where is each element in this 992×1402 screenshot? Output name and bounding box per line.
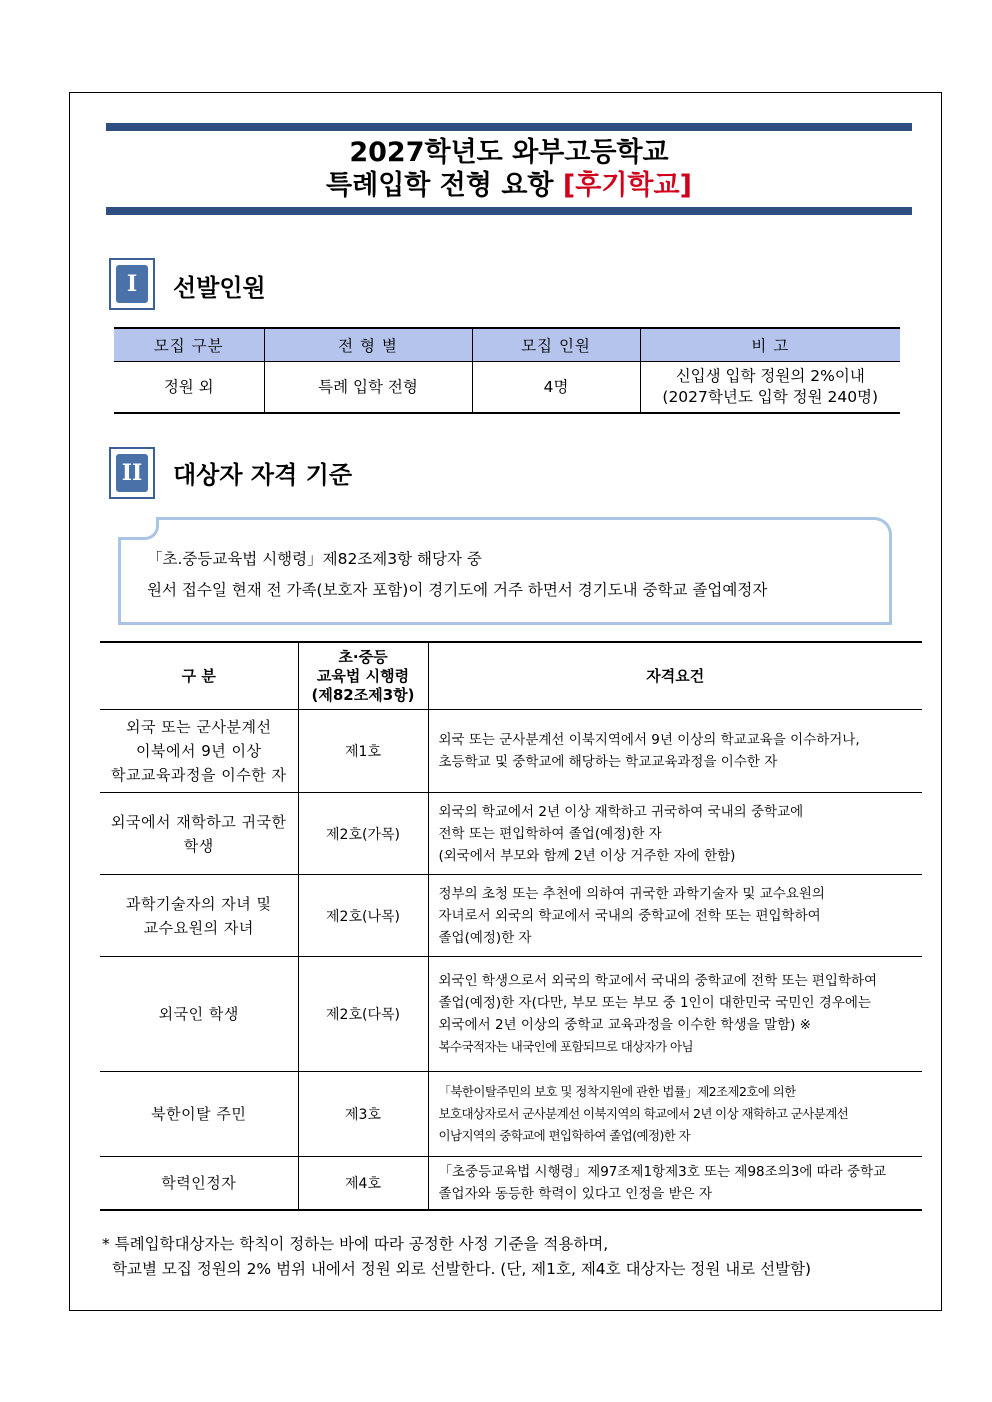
quota-type: 특례 입학 전형 xyxy=(264,362,472,414)
callout-line1: 「초.중등교육법 시행령」제82조제3항 해당자 중 xyxy=(147,550,482,568)
requirement-line: 「초중등교육법 시행령」제97조제1항제3호 또는 제98조의3에 따라 중학교 xyxy=(438,1163,887,1180)
table-row xyxy=(100,875,922,957)
requirement-line: 이남지역의 중학교에 편입학하여 졸업(예정)한 자 xyxy=(438,1128,691,1143)
section2-numeral: II xyxy=(116,454,148,492)
requirement-line: 졸업자와 동등한 학력이 있다고 인정을 받은 자 xyxy=(438,1185,713,1202)
subtitle-accent: [후기학교] xyxy=(562,170,692,201)
callout-fold xyxy=(118,517,159,540)
category-line: 교수요원의 자녀 xyxy=(143,918,254,937)
page-subtitle xyxy=(106,170,912,202)
table-row xyxy=(100,1157,922,1210)
requirement-line: 초등학교 및 중학교에 해당하는 학교교육과정을 이수한 자 xyxy=(438,754,778,770)
eligibility-table xyxy=(100,641,922,1211)
row-category xyxy=(100,710,298,793)
requirement-line: 정부의 초청 또는 추천에 의하여 귀국한 과학기술자 및 교수요원의 xyxy=(438,885,825,902)
requirement-line: 보호대상자로서 군사분계선 이북지역의 학교에서 2년 이상 재학하고 군사분계선 xyxy=(438,1106,849,1121)
row-clause: 제3호 xyxy=(298,1072,428,1157)
requirement-line: 외국인 학생으로서 외국의 학교에서 국내의 중학교에 전학 또는 편입학하여 xyxy=(438,973,878,989)
page-title: 2027학년도 와부고등학교 xyxy=(349,137,669,168)
section1-numeral: I xyxy=(116,265,148,303)
row-category xyxy=(100,1072,298,1157)
section2-badge xyxy=(109,447,155,499)
quota-header-count: 모집 인원 xyxy=(472,328,640,362)
section2-title: 대상자 자격 기준 xyxy=(173,461,352,489)
row-clause: 제2호(가목) xyxy=(298,793,428,875)
eligibility-header-clause xyxy=(298,642,428,710)
row-category xyxy=(100,875,298,957)
row-requirement xyxy=(428,1072,922,1157)
requirement-line: 「북한이탈주민의 보호 및 정착지원에 관한 법률」제2조제2호에 의한 xyxy=(438,1084,796,1099)
quota-note-line1: 신입생 입학 정원의 2%이내 xyxy=(675,367,865,385)
eligibility-callout xyxy=(118,517,892,625)
eligibility-header-category: 구 분 xyxy=(100,642,298,710)
table-row xyxy=(100,793,922,875)
category-line: 학생 xyxy=(183,836,214,855)
requirement-line: 자녀로서 외국의 학교에서 국내의 중학교에 전학 또는 편입학하여 xyxy=(438,907,821,924)
quota-note-line2: (2027학년도 입학 정원 240명) xyxy=(662,388,879,406)
footnote-line2: 학교별 모집 정원의 2% 범위 내에서 정원 외로 선발한다. (단, 제1호, 제4호 대상자는 정원 내로 선발함) xyxy=(112,1260,812,1278)
quota-note xyxy=(640,362,900,414)
requirement-line: 전학 또는 편입학하여 졸업(예정)한 자 xyxy=(438,825,662,842)
eligibility-header-requirement: 자격요건 xyxy=(428,642,922,710)
row-category xyxy=(100,1157,298,1210)
clause-header-line3: (제82조제3항) xyxy=(311,685,415,704)
title-bar-top xyxy=(106,123,912,131)
quota-header-note: 비 고 xyxy=(640,328,900,362)
row-category xyxy=(100,793,298,875)
quota-table xyxy=(114,327,900,414)
quota-count: 4명 xyxy=(472,362,640,414)
row-clause: 제2호(나목) xyxy=(298,875,428,957)
requirement-line: 외국에서 2년 이상의 중학교 교육과정을 이수한 학생을 말함) ※ xyxy=(438,1017,811,1033)
requirement-line: 외국 또는 군사분계선 이북지역에서 9년 이상의 학교교육을 이수하거나, xyxy=(438,732,860,748)
category-line: 외국 또는 군사분계선 xyxy=(126,718,272,736)
requirement-line: (외국에서 부모와 함께 2년 이상 거주한 자에 한함) xyxy=(438,847,736,864)
table-row xyxy=(100,1072,922,1157)
category-line: 외국에서 재학하고 귀국한 xyxy=(111,812,287,831)
requirement-line: 외국의 학교에서 2년 이상 재학하고 귀국하여 국내의 중학교에 xyxy=(438,803,804,820)
table-row xyxy=(100,957,922,1072)
section1-title: 선발인원 xyxy=(173,274,266,302)
row-clause: 제2호(다목) xyxy=(298,957,428,1072)
row-category xyxy=(100,957,298,1072)
subtitle-main: 특례입학 전형 요항 xyxy=(326,170,554,201)
clause-header-line1: 초·중등 xyxy=(338,647,388,666)
category-line: 학교교육과정을 이수한 자 xyxy=(111,766,287,784)
row-requirement xyxy=(428,875,922,957)
callout-line2: 원서 접수일 현재 전 가족(보호자 포함)이 경기도에 거주 하면서 경기도내 중학교 졸업예정자 xyxy=(147,581,768,599)
quota-header-category: 모집 구분 xyxy=(114,328,264,362)
category-line: 학력인정자 xyxy=(161,1173,237,1192)
category-line: 북한이탈 주민 xyxy=(151,1105,247,1123)
row-requirement xyxy=(428,957,922,1072)
row-requirement xyxy=(428,710,922,793)
requirement-line: 졸업(예정)한 자(다만, 부모 또는 부모 중 1인이 대한민국 국민인 경우에는 xyxy=(438,995,871,1011)
requirement-line: 졸업(예정)한 자 xyxy=(438,929,532,946)
row-requirement xyxy=(428,1157,922,1210)
row-requirement xyxy=(428,793,922,875)
category-line: 이북에서 9년 이상 xyxy=(135,742,262,760)
category-line: 외국인 학생 xyxy=(158,1005,239,1023)
title-bar-bottom xyxy=(106,207,912,215)
row-clause: 제1호 xyxy=(298,710,428,793)
quota-header-type: 전 형 별 xyxy=(264,328,472,362)
requirement-line: 복수국적자는 내국인에 포함되므로 대상자가 아님 xyxy=(438,1039,693,1054)
clause-header-line2: 교육법 시행령 xyxy=(316,666,410,685)
quota-category: 정원 외 xyxy=(114,362,264,414)
footnote-line1: * 특례입학대상자는 학칙이 정하는 바에 따라 공정한 사정 기준을 적용하며, xyxy=(102,1235,609,1253)
category-line: 과학기술자의 자녀 및 xyxy=(126,894,272,913)
table-row xyxy=(100,710,922,793)
section1-badge xyxy=(109,258,155,310)
row-clause: 제4호 xyxy=(298,1157,428,1210)
